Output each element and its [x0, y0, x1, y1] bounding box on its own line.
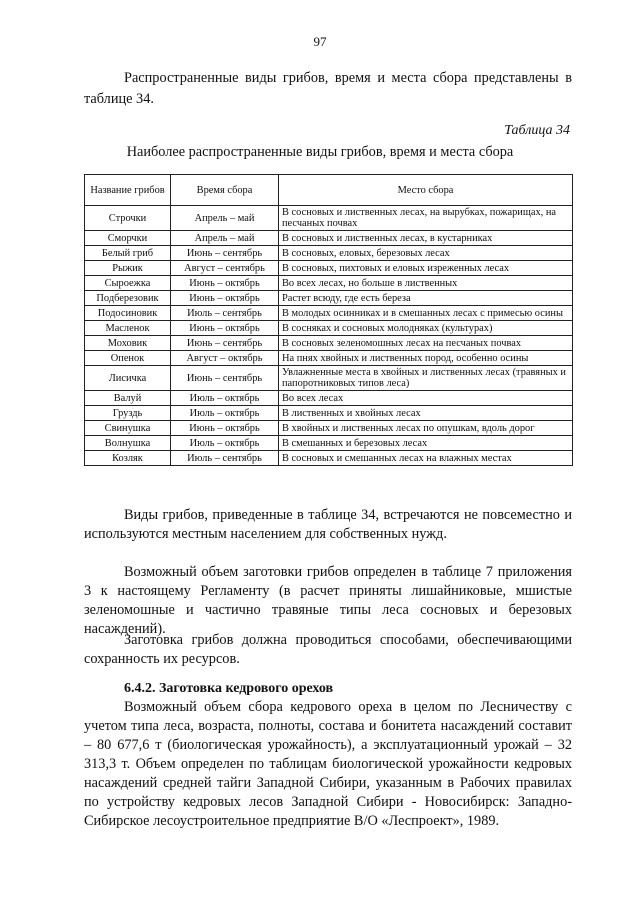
cell-mushroom-name: Лисичка — [85, 366, 171, 391]
cell-mushroom-name: Рыжик — [85, 261, 171, 276]
cell-collection-place: На пнях хвойных и лиственных пород, особенно осины — [279, 351, 573, 366]
table-row — [85, 261, 573, 276]
cell-mushroom-name: Подосиновик — [85, 306, 171, 321]
cell-collection-time: Апрель – май — [171, 231, 279, 246]
header-name: Название грибов — [85, 175, 171, 206]
table-row — [85, 421, 573, 436]
cell-mushroom-name: Валуй — [85, 391, 171, 406]
page-number: 97 — [313, 34, 327, 49]
paragraph-2: Возможный объем заготовки грибов определен в таблице 7 приложения 3 к настоящему Регламенту (в расчет приняты лишайниковые, мшистые зеленомошные и частично травяные типы леса сосновых и березовых насаждений). — [84, 564, 572, 637]
cell-collection-place: В сосновых, еловых, березовых лесах — [279, 246, 573, 261]
table-label: Таблица 34 — [504, 123, 570, 138]
cell-collection-time: Июнь – октябрь — [171, 321, 279, 336]
paragraph-1: Виды грибов, приведенные в таблице 34, встречаются не повсеместно и используются местным населением для собственных нужд. — [84, 507, 572, 542]
cell-collection-time: Июнь – сентябрь — [171, 246, 279, 261]
table-row — [85, 291, 573, 306]
cell-mushroom-name: Сморчки — [85, 231, 171, 246]
cell-collection-place: Увлажненные места в хвойных и лиственных лесах (травяных и папоротниковых типов леса) — [279, 366, 573, 391]
table-row — [85, 206, 573, 231]
table-row — [85, 406, 573, 421]
cell-mushroom-name: Масленок — [85, 321, 171, 336]
table-row — [85, 451, 573, 466]
cell-collection-time: Июнь – октябрь — [171, 421, 279, 436]
section-paragraph: Возможный объем сбора кедрового ореха в целом по Лесничеству с учетом типа леса, возраста, полноты, состава и бонитета насаждений составит – 80 677,6 т (биологическая урожайность), а эксплуатационный урожай – 32 313,3 т. Объем определен по таблицам биологической урожайности кедровых насаждений средней тайги Западной Сибири, указанным в Рабочих правилах по устройству кедровых лесов Западной Сибири - Новосибирск: Западно-Сибирское лесоустроительное предприятие В/О «Леспроект», 1989. — [84, 699, 572, 829]
cell-collection-place: В сосновых, пихтовых и еловых изреженных лесах — [279, 261, 573, 276]
header-place: Место сбора — [279, 175, 573, 206]
cell-collection-place: Растет всюду, где есть береза — [279, 291, 573, 306]
table-row — [85, 321, 573, 336]
table-row — [85, 351, 573, 366]
cell-collection-time: Август – сентябрь — [171, 261, 279, 276]
cell-collection-time: Август – октябрь — [171, 351, 279, 366]
cell-mushroom-name: Моховик — [85, 336, 171, 351]
cell-mushroom-name: Сыроежка — [85, 276, 171, 291]
cell-collection-time: Июнь – сентябрь — [171, 366, 279, 391]
table-row — [85, 246, 573, 261]
cell-mushroom-name: Волнушка — [85, 436, 171, 451]
cell-mushroom-name: Груздь — [85, 406, 171, 421]
cell-collection-time: Июль – октябрь — [171, 406, 279, 421]
cell-collection-place: В сосновых и лиственных лесах, на вырубках, пожарищах, на песчаных почвах — [279, 206, 573, 231]
cell-collection-place: В сосняках и сосновых молодняках (культурах) — [279, 321, 573, 336]
table-body — [85, 206, 573, 466]
cell-collection-time: Июнь – октябрь — [171, 276, 279, 291]
table-row — [85, 306, 573, 321]
table-row — [85, 391, 573, 406]
intro-paragraph: Распространенные виды грибов, время и места сбора представлены в таблице 34. — [84, 70, 572, 107]
table-row — [85, 336, 573, 351]
cell-collection-time: Июль – октябрь — [171, 436, 279, 451]
cell-mushroom-name: Белый гриб — [85, 246, 171, 261]
cell-mushroom-name: Подберезовик — [85, 291, 171, 306]
cell-collection-time: Июнь – сентябрь — [171, 336, 279, 351]
cell-collection-place: В сосновых и смешанных лесах на влажных местах — [279, 451, 573, 466]
cell-mushroom-name: Опенок — [85, 351, 171, 366]
table-header-row — [85, 175, 573, 206]
table-row — [85, 276, 573, 291]
cell-collection-place: В лиственных и хвойных лесах — [279, 406, 573, 421]
cell-collection-place: В смешанных и березовых лесах — [279, 436, 573, 451]
cell-mushroom-name: Свинушка — [85, 421, 171, 436]
cell-collection-place: В молодых осинниках и в смешанных лесах с примесью осины — [279, 306, 573, 321]
cell-collection-place: В хвойных и лиственных лесах по опушкам, вдоль дорог — [279, 421, 573, 436]
section-heading: 6.4.2. Заготовка кедрового орехов — [124, 681, 334, 696]
cell-collection-time: Июль – сентябрь — [171, 306, 279, 321]
mushroom-table — [84, 174, 573, 466]
cell-collection-place: В сосновых и лиственных лесах, в кустарниках — [279, 231, 573, 246]
cell-collection-time: Июнь – октябрь — [171, 291, 279, 306]
cell-collection-time: Июль – сентябрь — [171, 451, 279, 466]
table-row — [85, 436, 573, 451]
cell-collection-time: Апрель – май — [171, 206, 279, 231]
paragraph-3: Заготовка грибов должна проводиться способами, обеспечивающими сохранность их ресурсов. — [84, 632, 572, 667]
cell-collection-place: Во всех лесах — [279, 391, 573, 406]
table-row — [85, 231, 573, 246]
cell-collection-place: В сосновых зеленомошных лесах на песчаных почвах — [279, 336, 573, 351]
cell-mushroom-name: Козляк — [85, 451, 171, 466]
cell-collection-time: Июль – октябрь — [171, 391, 279, 406]
header-time: Время сбора — [171, 175, 279, 206]
cell-collection-place: Во всех лесах, но больше в лиственных — [279, 276, 573, 291]
table-title: Наиболее распространенные виды грибов, время и места сбора — [126, 144, 514, 160]
cell-mushroom-name: Строчки — [85, 206, 171, 231]
table-row — [85, 366, 573, 391]
